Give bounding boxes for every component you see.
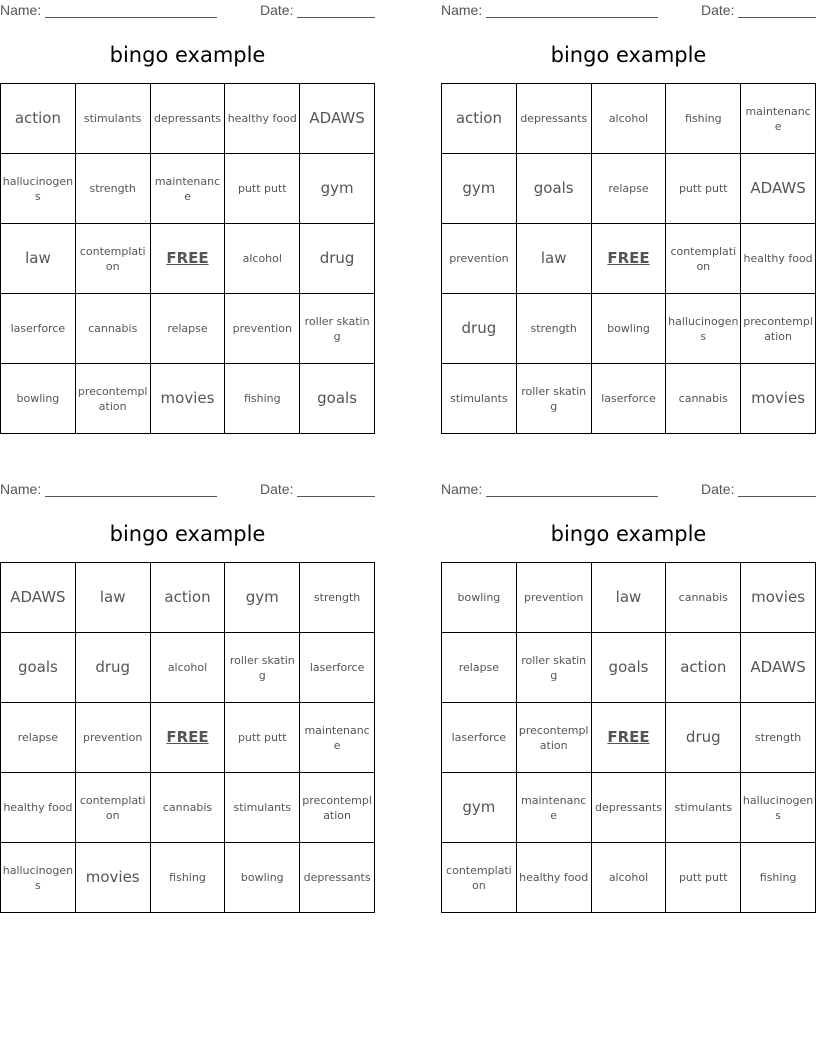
bingo-cell: relapse <box>592 154 667 224</box>
bingo-cell: ADAWS <box>741 154 816 224</box>
bingo-cell: depressants <box>592 773 667 843</box>
bingo-cell: drug <box>300 224 375 294</box>
bingo-cell: ADAWS <box>741 633 816 703</box>
date-field[interactable] <box>738 17 816 18</box>
date-field[interactable] <box>738 496 816 497</box>
bingo-cell: precontemplation <box>300 773 375 843</box>
bingo-cell: drug <box>666 703 741 773</box>
bingo-cell: prevention <box>517 563 592 633</box>
card-title: bingo example <box>109 522 266 546</box>
bingo-cell: roller skating <box>225 633 300 703</box>
date-label: Date: <box>260 481 294 497</box>
bingo-cell: prevention <box>442 224 517 294</box>
bingo-cell: precontemplation <box>741 294 816 364</box>
bingo-cell: cannabis <box>666 563 741 633</box>
card-title: bingo example <box>550 43 707 67</box>
bingo-cell: cannabis <box>76 294 151 364</box>
bingo-grid <box>441 562 816 913</box>
bingo-cell: ADAWS <box>300 84 375 154</box>
free-space: FREE <box>151 703 226 773</box>
bingo-cell: gym <box>442 773 517 843</box>
bingo-cell: bowling <box>1 364 76 434</box>
bingo-cell: action <box>1 84 76 154</box>
bingo-cell: gym <box>442 154 517 224</box>
bingo-card <box>441 479 816 913</box>
bingo-cell: depressants <box>300 843 375 913</box>
card-header <box>0 481 375 499</box>
bingo-cell: healthy food <box>225 84 300 154</box>
bingo-cell: putt putt <box>666 843 741 913</box>
bingo-cell: hallucinogens <box>1 843 76 913</box>
bingo-cell: prevention <box>225 294 300 364</box>
bingo-cell: law <box>76 563 151 633</box>
bingo-card <box>0 479 375 913</box>
bingo-grid <box>0 83 375 434</box>
date-label: Date: <box>260 2 294 18</box>
bingo-cell: hallucinogens <box>666 294 741 364</box>
bingo-cell: bowling <box>225 843 300 913</box>
bingo-cell: depressants <box>151 84 226 154</box>
bingo-cell: relapse <box>442 633 517 703</box>
bingo-cell: stimulants <box>666 773 741 843</box>
bingo-cell: laserforce <box>592 364 667 434</box>
bingo-cell: contemplation <box>76 773 151 843</box>
bingo-cell: relapse <box>1 703 76 773</box>
bingo-cell: alcohol <box>592 84 667 154</box>
date-field[interactable] <box>297 17 375 18</box>
bingo-card <box>441 0 816 434</box>
bingo-cell: stimulants <box>76 84 151 154</box>
name-label: Name: <box>441 2 483 18</box>
bingo-cell: laserforce <box>442 703 517 773</box>
card-header <box>441 481 816 499</box>
bingo-cell: maintenance <box>741 84 816 154</box>
bingo-cell: contemplation <box>666 224 741 294</box>
bingo-cell: relapse <box>151 294 226 364</box>
bingo-cell: alcohol <box>225 224 300 294</box>
date-field[interactable] <box>297 496 375 497</box>
bingo-cell: depressants <box>517 84 592 154</box>
bingo-cell: bowling <box>442 563 517 633</box>
bingo-cell: putt putt <box>666 154 741 224</box>
date-label: Date: <box>701 2 735 18</box>
bingo-cell: maintenance <box>151 154 226 224</box>
bingo-cell: precontemplation <box>76 364 151 434</box>
bingo-cell: hallucinogens <box>741 773 816 843</box>
bingo-cell: stimulants <box>442 364 517 434</box>
bingo-cell: prevention <box>76 703 151 773</box>
name-field[interactable] <box>486 17 658 18</box>
bingo-cell: maintenance <box>300 703 375 773</box>
bingo-cell: roller skating <box>517 633 592 703</box>
bingo-cell: action <box>442 84 517 154</box>
bingo-cell: movies <box>151 364 226 434</box>
bingo-cell: movies <box>741 563 816 633</box>
bingo-cell: healthy food <box>1 773 76 843</box>
bingo-cell: law <box>517 224 592 294</box>
bingo-cell: strength <box>517 294 592 364</box>
bingo-cell: law <box>592 563 667 633</box>
bingo-cell: fishing <box>225 364 300 434</box>
bingo-cell: goals <box>300 364 375 434</box>
bingo-cell: law <box>1 224 76 294</box>
bingo-cell: gym <box>300 154 375 224</box>
bingo-cell: contemplation <box>442 843 517 913</box>
name-field[interactable] <box>45 17 217 18</box>
bingo-cell: strength <box>76 154 151 224</box>
bingo-grid <box>441 83 816 434</box>
bingo-cell: fishing <box>741 843 816 913</box>
name-label: Name: <box>0 481 42 497</box>
bingo-cell: stimulants <box>225 773 300 843</box>
bingo-cell: putt putt <box>225 703 300 773</box>
bingo-cell: ADAWS <box>1 563 76 633</box>
bingo-cell: gym <box>225 563 300 633</box>
bingo-cell: goals <box>1 633 76 703</box>
card-header <box>441 2 816 20</box>
bingo-cell: healthy food <box>517 843 592 913</box>
bingo-grid <box>0 562 375 913</box>
bingo-cell: putt putt <box>225 154 300 224</box>
free-space: FREE <box>592 224 667 294</box>
bingo-cell: cannabis <box>151 773 226 843</box>
bingo-cell: action <box>666 633 741 703</box>
bingo-cell: roller skating <box>300 294 375 364</box>
bingo-cell: bowling <box>592 294 667 364</box>
bingo-cell: movies <box>76 843 151 913</box>
bingo-cell: strength <box>741 703 816 773</box>
bingo-cell: fishing <box>151 843 226 913</box>
bingo-cell: cannabis <box>666 364 741 434</box>
bingo-cell: laserforce <box>300 633 375 703</box>
date-label: Date: <box>701 481 735 497</box>
bingo-cell: roller skating <box>517 364 592 434</box>
card-header <box>0 2 375 20</box>
bingo-card <box>0 0 375 434</box>
bingo-cell: goals <box>592 633 667 703</box>
bingo-cell: precontemplation <box>517 703 592 773</box>
bingo-cell: laserforce <box>1 294 76 364</box>
bingo-cell: fishing <box>666 84 741 154</box>
name-field[interactable] <box>486 496 658 497</box>
bingo-cell: contemplation <box>76 224 151 294</box>
bingo-cell: action <box>151 563 226 633</box>
card-title: bingo example <box>550 522 707 546</box>
free-space: FREE <box>592 703 667 773</box>
bingo-cell: alcohol <box>151 633 226 703</box>
name-label: Name: <box>0 2 42 18</box>
bingo-cell: drug <box>76 633 151 703</box>
card-title: bingo example <box>109 43 266 67</box>
name-field[interactable] <box>45 496 217 497</box>
bingo-cell: healthy food <box>741 224 816 294</box>
name-label: Name: <box>441 481 483 497</box>
bingo-cell: alcohol <box>592 843 667 913</box>
bingo-cell: hallucinogens <box>1 154 76 224</box>
bingo-cell: movies <box>741 364 816 434</box>
bingo-cell: maintenance <box>517 773 592 843</box>
bingo-cell: strength <box>300 563 375 633</box>
bingo-cell: goals <box>517 154 592 224</box>
free-space: FREE <box>151 224 226 294</box>
bingo-cell: drug <box>442 294 517 364</box>
